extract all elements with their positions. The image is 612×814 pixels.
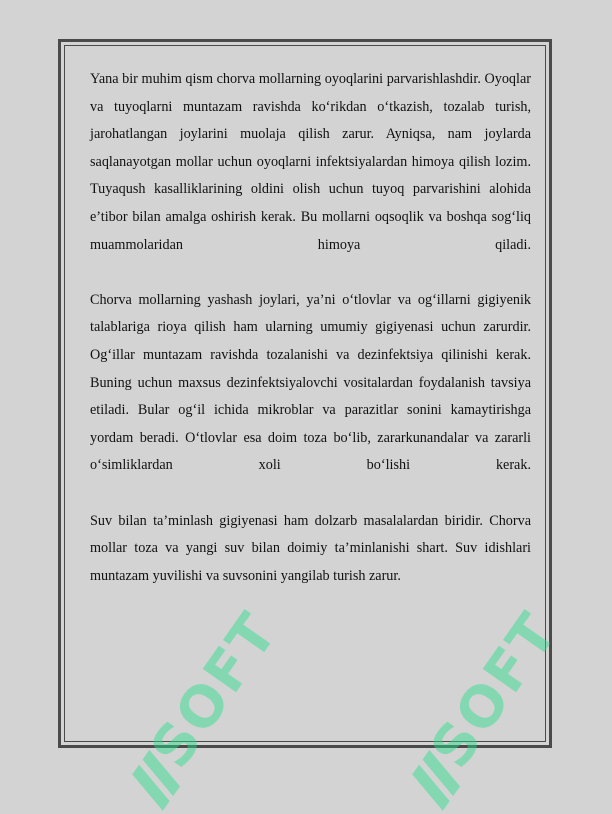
watermark-text: SOFT xyxy=(138,601,291,780)
document-body xyxy=(90,66,531,618)
watermark-mark-icon xyxy=(132,750,180,811)
watermark-text: SOFT xyxy=(418,601,571,780)
paragraph-3: Suv bilan ta’minlash gigiyenasi ham dolzarb masalalardan biridir. Chorva mollar toza va yangi suv bilan doimiy ta’minlanishi shart. Suv idishlari muntazam yuvilishi va suvsonini yangilab turish zarur. xyxy=(90,512,531,584)
watermark-mark-icon xyxy=(412,750,460,811)
paragraph-2: Chorva mollarning yashash joylari, ya’ni o‘tlovlar va og‘illarni gigiyenik talablariga rioya qilish ham ularning umumiy gigiyenasi uchun zarurdir. Og‘illar muntazam ravishda tozalanishi va dezinfektsiya qilinishi kerak. Buning uchun maxsus dezinfektsiyalovchi vositalardan foydalanish tavsiya etiladi. Bular og‘il ichida mikroblar va parazitlar sonini kamaytirishga yordam beradi. O‘tlovlar esa doim toza bo‘lib, zararkunandalar va zararli o‘simliklardan xoli bo‘lishi kerak. xyxy=(90,291,531,474)
paragraph-1: Yana bir muhim qism chorva mollarning oyoqlarini parvarishlashdir. Oyoqlar va tuyoqlarni muntazam ravishda ko‘rikdan o‘tkazish, tozalab turish, jarohatlangan joylarini muolaja qilish zarur. Ayniqsa, nam joylarda saqlanayotgan mollar uchun oyoqlarni infektsiyalardan himoya qilish lozim. Tuyaqush kasalliklarining oldini olish uchun tuyoq parvarishini alohida e’tibor bilan amalga oshirish kerak. Bu mollarni oqsoqlik va boshqa sog‘liq muammolaridan himoya qiladi. xyxy=(90,71,531,253)
